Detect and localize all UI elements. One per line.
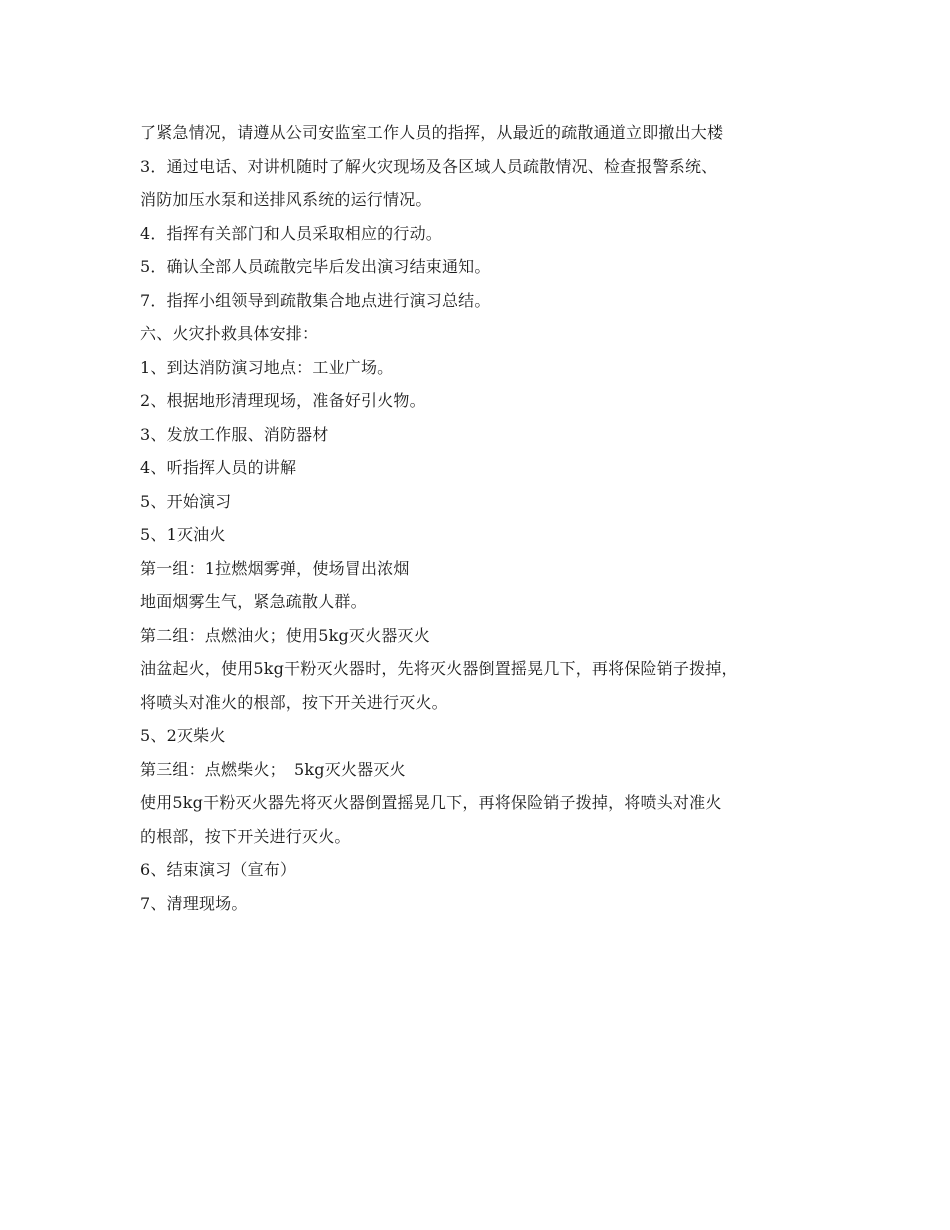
list-item: 4、听指挥人员的讲解 — [140, 458, 297, 477]
list-item: 3、发放工作服、消防器材 — [140, 424, 329, 444]
list-item: 1、到达消防演习地点：工业广场。 — [140, 357, 394, 377]
section-heading: 六、火灾扑救具体安排： — [140, 324, 319, 343]
text-line: 了紧急情况，请遵从公司安监室工作人员的指挥，从最近的疏散通道立即撤出大楼 — [140, 123, 724, 142]
text-line: 3．通过电话、对讲机随时了解火灾现场及各区域人员疏散情况、检查报警系统、 — [140, 156, 718, 176]
text-line: 4．指挥有关部门和人员采取相应的行动。 — [140, 223, 442, 243]
text-line: 第二组：点燃油火；使用5kg灭火器灭火 — [140, 625, 430, 645]
sub-item: 5、2灭柴火 — [140, 726, 226, 745]
text-line: 5．确认全部人员疏散完毕后发出演习结束通知。 — [140, 257, 491, 276]
list-item: 2、根据地形清理现场，准备好引火物。 — [140, 391, 426, 410]
list-item: 5、开始演习 — [140, 491, 232, 511]
text-line: 7．指挥小组领导到疏散集合地点进行演习总结。 — [140, 290, 491, 310]
text-line: 油盆起火，使用5kg干粉灭火器时，先将灭火器倒置摇晃几下，再将保险销子拨掉， — [140, 659, 738, 678]
text-line: 使用5kg干粉灭火器先将灭火器倒置摇晃几下，再将保险销子拨掉，将喷头对准火 — [140, 793, 722, 812]
text-line: 将喷头对准火的根部，按下开关进行灭火。 — [140, 692, 448, 712]
document-body — [140, 116, 840, 920]
list-item: 6、结束演习（宣布） — [140, 860, 297, 879]
list-item: 7、清理现场。 — [140, 893, 248, 913]
text-line: 地面烟雾生气，紧急疏散人群。 — [140, 592, 367, 611]
text-line: 第一组：1拉燃烟雾弹，使场冒出浓烟 — [140, 558, 410, 578]
text-line: 第三组：点燃柴火； 5kg灭火器灭火 — [140, 759, 406, 779]
text-line: 的根部，按下开关进行灭火。 — [140, 826, 351, 846]
text-line: 消防加压水泵和送排风系统的运行情况。 — [140, 190, 432, 209]
sub-item: 5、1灭油火 — [140, 525, 226, 544]
